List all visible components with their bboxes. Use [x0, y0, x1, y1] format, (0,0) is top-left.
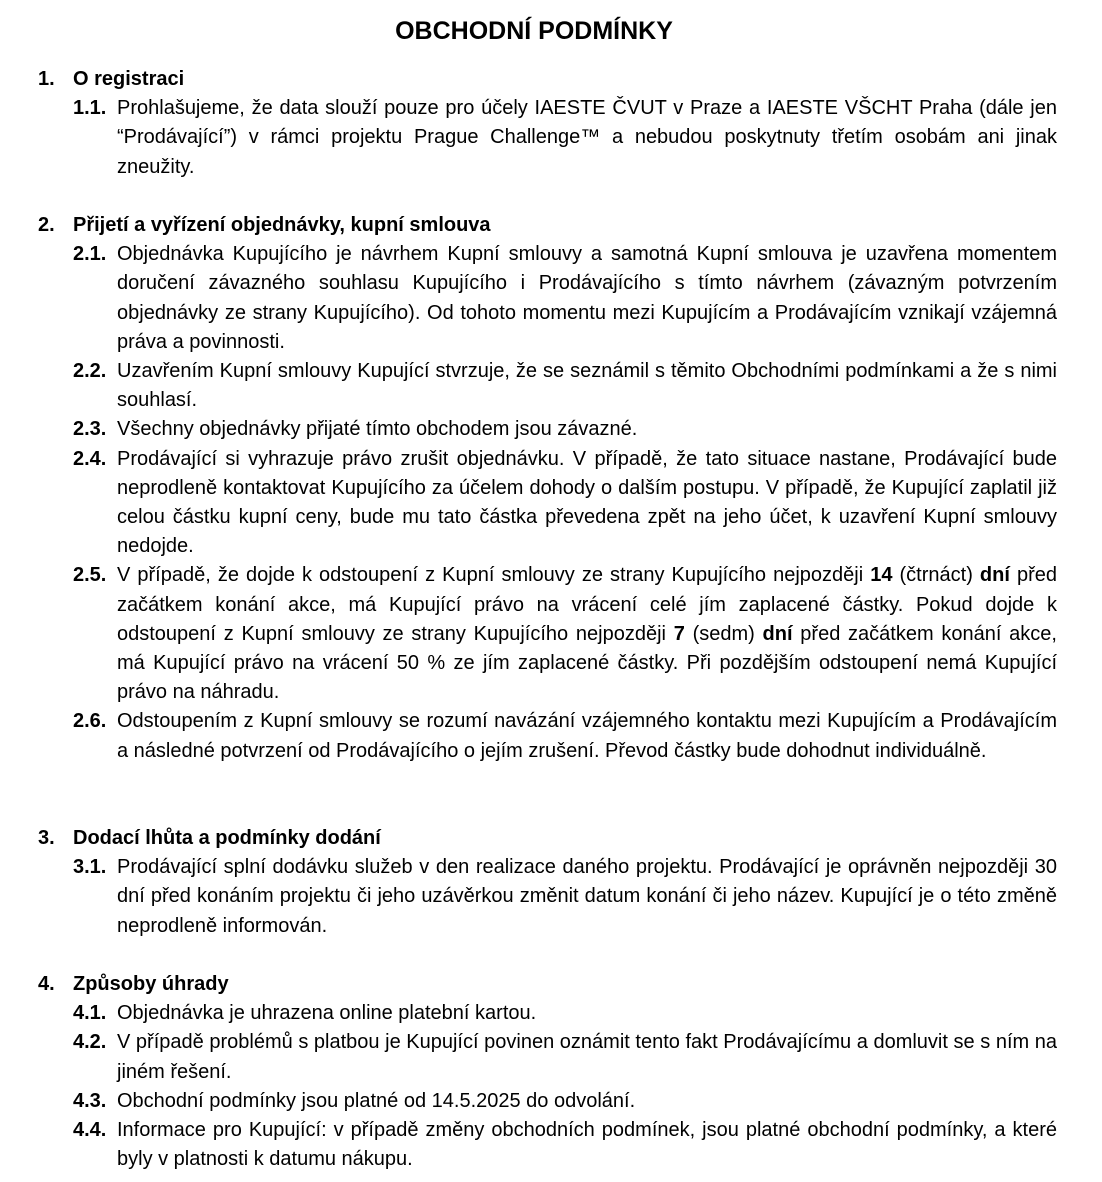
- clause-text: Prodávající si vyhrazuje právo zrušit objednávku. V případě, že tato situace nastane, Prodávající bude neprodleně kontaktovat Kupujícího za účelem dohody o dalším postupu. V případě, že Kupující zaplatil již celou částku kupní ceny, bude mu tato částka převedena zpět na jeho účet, k uzavření Kupní smlouvy nedojde.: [117, 447, 1057, 558]
- clause-number: 4.2.: [73, 1031, 107, 1054]
- bold-days-word: dní: [979, 564, 1010, 587]
- clause-3-1: [0, 853, 1057, 941]
- clause-text: Objednávka je uhrazena online platební kartou.: [117, 1002, 537, 1025]
- section-payment: [0, 970, 1102, 1174]
- clause-2-5: [0, 561, 1057, 707]
- clause-2-1: [0, 240, 1057, 357]
- clause-number: 3.1.: [73, 856, 107, 879]
- clause-number: 2.1.: [73, 243, 107, 266]
- clause-text-part: (sedm): [684, 622, 763, 645]
- clause-number: 2.2.: [73, 360, 107, 382]
- section-heading: [0, 970, 1102, 999]
- section-registration: [0, 65, 1102, 182]
- bold-days-count: 14: [870, 564, 893, 587]
- clause-number: 2.6.: [73, 710, 107, 733]
- clause-number: 2.5.: [73, 564, 107, 587]
- section-title: O registraci: [73, 68, 185, 90]
- clause-text: Objednávka Kupujícího je návrhem Kupní smlouvy a samotná Kupní smlouva je uzavřena momentem doručení závazného souhlasu Kupujícího i Prodávajícího s tímto návrhem (závazným potvrzením objednávky ze strany Kupujícího). Od tohoto momentu mezi Kupujícím a Prodávajícím vznikají vzájemná práva a povinnosti.: [117, 243, 1057, 353]
- section-number: 3.: [38, 827, 55, 849]
- clause-text: Obchodní podmínky jsou platné od 14.5.2025 do odvolání.: [117, 1089, 636, 1112]
- clause-2-3: [0, 415, 1057, 444]
- clause-text-part: před začátkem konání akce, má Kupující právo na vrácení 50 % ze jím zaplacené částky. Při pozdějším odstoupení nemá Kupující právo na náhradu.: [117, 622, 1057, 704]
- bold-days-word: dní: [762, 622, 793, 645]
- clause-text: Prohlašujeme, že data slouží pouze pro účely IAESTE ČVUT v Praze a IAESTE VŠCHT Praha (dále jen “Prodávající”) v rámci projektu Prague Challenge™ a nebudou poskytnuty třetím osobám ani jinak zneužity.: [117, 97, 1057, 178]
- clause-2-6: [0, 707, 1057, 765]
- bold-days-count: 7: [673, 622, 685, 645]
- clause-text: Uzavřením Kupní smlouvy Kupující stvrzuje, že se seznámil s těmito Obchodními podmínkami a že s nimi souhlasí.: [117, 360, 1057, 412]
- clause-text: [117, 561, 1057, 707]
- clause-text-part: před začátkem konání akce, má Kupující právo na vrácení celé jím zaplacené částky. Pokud dojde k odstoupení z Kupní smlouvy ze strany Kupujícího nejpozději: [117, 564, 1058, 645]
- clause-number: 4.3.: [73, 1089, 107, 1112]
- clause-text: V případě problémů s platbou je Kupující povinen oznámit tento fakt Prodávajícímu a domluvit se s ním na jiném řešení.: [117, 1031, 1057, 1083]
- document-title: OBCHODNÍ PODMÍNKY: [395, 17, 673, 45]
- clause-text-part: V případě, že dojde k odstoupení z Kupní smlouvy ze strany Kupujícího nejpozději: [117, 564, 871, 587]
- clause-1-1: [0, 94, 1057, 182]
- clause-4-2: [0, 1028, 1057, 1086]
- section-title: Dodací lhůta a podmínky dodání: [73, 827, 381, 849]
- section-order: [0, 211, 1102, 766]
- section-title: Způsoby úhrady: [73, 973, 229, 995]
- section-delivery: [0, 824, 1102, 941]
- clause-number: 1.1.: [73, 97, 107, 120]
- clause-number: 2.3.: [73, 418, 107, 441]
- clause-number: 2.4.: [73, 447, 107, 470]
- clause-text: Odstoupením z Kupní smlouvy se rozumí navázání vzájemného kontaktu mezi Kupujícím a Prodávajícím a následné potvrzení od Prodávajícího o jejím zrušení. Převod částky bude dohodnut individuálně.: [117, 710, 1057, 762]
- clause-number: 4.4.: [73, 1119, 107, 1141]
- clause-text: Prodávající splní dodávku služeb v den realizace daného projektu. Prodávající je oprávněn nejpozději 30 dní před konáním projektu či jeho uzávěrkou změnit datum konání či jeho název. Kupující je o této změně neprodleně informován.: [117, 856, 1057, 937]
- clause-4-3: [0, 1087, 1057, 1116]
- section-number: 2.: [38, 214, 55, 236]
- clause-4-4: [0, 1116, 1057, 1174]
- clause-2-4: [0, 445, 1057, 562]
- section-heading: [0, 824, 1102, 853]
- clause-text-part: (čtrnáct): [892, 564, 980, 587]
- clause-number: 4.1.: [73, 1002, 107, 1025]
- clause-text: Všechny objednávky přijaté tímto obchodem jsou závazné.: [117, 418, 638, 441]
- clause-4-1: [0, 999, 1057, 1028]
- clause-text: Informace pro Kupující: v případě změny obchodních podmínek, jsou platné obchodní podmínky, a které byly v platnosti k datumu nákupu.: [117, 1119, 1057, 1171]
- section-number: 1.: [38, 68, 55, 90]
- clause-2-2: [0, 357, 1057, 415]
- section-heading: [0, 65, 1102, 94]
- section-title: Přijetí a vyřízení objednávky, kupní smlouva: [73, 214, 491, 236]
- section-number: 4.: [38, 973, 55, 995]
- section-heading: [0, 211, 1102, 240]
